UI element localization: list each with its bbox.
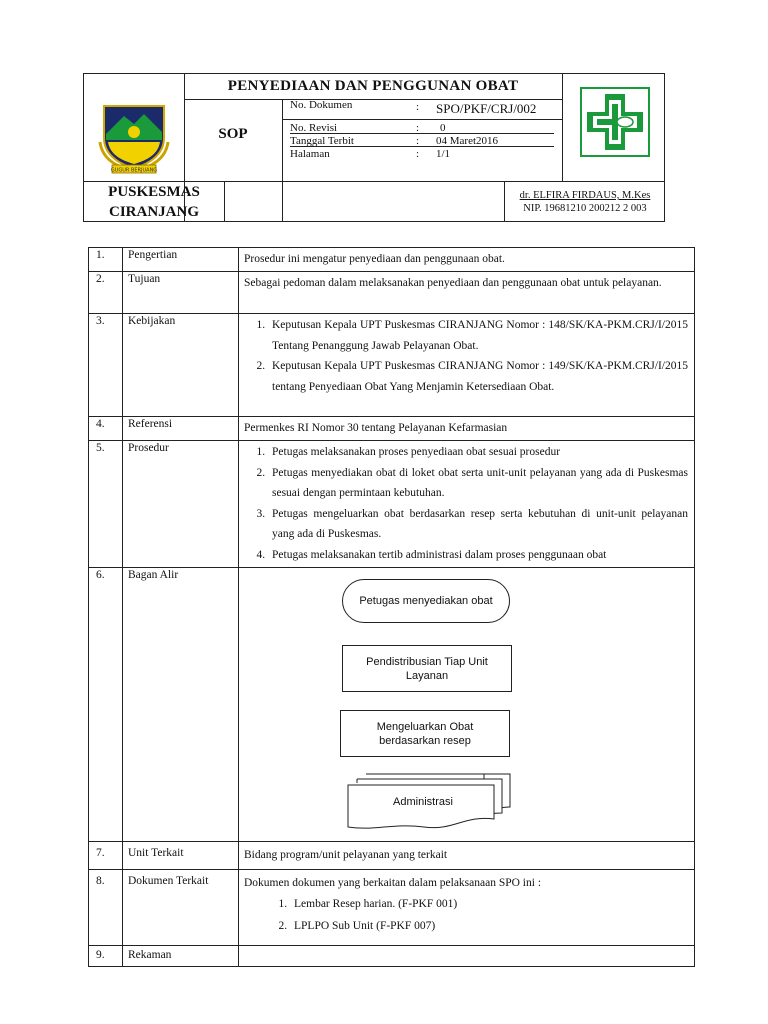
row-label: Tujuan	[123, 272, 239, 314]
field-sep: :	[416, 122, 420, 134]
table-row	[89, 417, 695, 441]
related-docs-intro: Dokumen dokumen yang berkaitan dalam pelaksanaan SPO ini :	[244, 877, 542, 889]
field-label-tanggal-terbit: Tanggal Terbit	[290, 135, 354, 147]
list-item: 1. Keputusan Kepala UPT Puskesmas CIRANJANG Nomor : 148/SK/KA-PKM.CRJ/I/2015 Tentang Penanggung Jawab Pelayanan Obat.	[268, 315, 688, 356]
table-row	[89, 842, 695, 870]
row-label: Pengertian	[123, 248, 239, 272]
procedure-list	[244, 442, 688, 565]
row-content	[239, 870, 695, 946]
puskesmas-name	[84, 182, 224, 222]
row-number: 5.	[89, 441, 123, 568]
list-item: 3. Petugas mengeluarkan obat berdasarkan resep serta kebutuhan di unit-unit pelayanan yang ada di Puskesmas.	[268, 504, 688, 545]
field-sep: :	[416, 135, 420, 147]
regional-emblem-icon	[94, 102, 174, 174]
flow-step-label: Mengeluarkan Obat berdasarkan resep	[376, 720, 474, 747]
field-value-no-dokumen: SPO/PKF/CRJ/002	[436, 101, 537, 116]
related-docs-list	[244, 893, 688, 937]
row-number: 1.	[89, 248, 123, 272]
row-label: Rekaman	[123, 946, 239, 967]
field-label-no-revisi: No. Revisi	[290, 122, 338, 134]
row-number: 2.	[89, 272, 123, 314]
document-header	[83, 73, 665, 222]
table-row	[89, 272, 695, 314]
document-title: PENYEDIAAN DAN PENGGUNAN OBAT	[227, 78, 519, 94]
list-item: 2. LPLPO Sub Unit (F-PKF 007)	[290, 915, 688, 937]
field-value-no-revisi: 0	[440, 122, 446, 134]
table-row	[89, 568, 695, 842]
field-label-halaman: Halaman	[290, 148, 330, 160]
row-number: 7.	[89, 842, 123, 870]
list-item: 4. Petugas melaksanakan tertib administrasi dalam proses penggunaan obat	[268, 545, 688, 566]
row-label: Referensi	[123, 417, 239, 441]
row-content: Permenkes RI Nomor 30 tentang Pelayanan Kefarmasian	[239, 417, 695, 441]
flow-step-label: Pendistribusian Tiap Unit Layanan	[366, 655, 488, 682]
signer-name: dr. ELFIRA FIRDAUS, M.Kes	[519, 190, 651, 201]
list-item: 1. Petugas melaksanakan proses penyediaan obat sesuai prosedur	[268, 442, 688, 463]
row-content	[239, 946, 695, 967]
row-label: Unit Terkait	[123, 842, 239, 870]
row-content: Prosedur ini mengatur penyediaan dan penggunaan obat.	[239, 248, 695, 272]
signer-nip: NIP. 19681210 200212 2 003	[523, 203, 647, 214]
flow-step-start	[342, 579, 510, 623]
row-number: 6.	[89, 568, 123, 842]
puskesmas-name-line1: PUSKESMAS	[108, 184, 200, 200]
row-content: Sebagai pedoman dalam melaksanakan penyediaan dan penggunaan obat untuk pelayanan.	[239, 272, 695, 314]
flow-step-label: Petugas menyediakan obat	[359, 595, 493, 607]
flow-step-distribution	[342, 645, 512, 692]
flow-step-administration: Administrasi	[393, 796, 453, 808]
row-content: Bidang program/unit pelayanan yang terkait	[239, 842, 695, 870]
flow-step-dispense	[340, 710, 510, 757]
row-number: 3.	[89, 314, 123, 417]
table-row	[89, 441, 695, 568]
list-item: 2. Keputusan Kepala UPT Puskesmas CIRANJANG Nomor : 149/SK/KA-PKM.CRJ/I/2015 tentang Penyediaan Obat Yang Menjamin Ketersediaan Obat.	[268, 356, 688, 397]
row-content	[239, 314, 695, 417]
field-sep: :	[416, 148, 420, 160]
list-item: 2. Petugas menyediakan obat di loket obat serta unit-unit pelayanan yang ada di Puskesmas sesuai dengan permintaan kebutuhan.	[268, 463, 688, 504]
row-number: 4.	[89, 417, 123, 441]
row-label: Bagan Alir	[123, 568, 239, 842]
table-row	[89, 870, 695, 946]
sop-table	[88, 247, 695, 967]
table-row	[89, 946, 695, 967]
table-row	[89, 314, 695, 417]
row-number: 8.	[89, 870, 123, 946]
row-content	[239, 441, 695, 568]
table-row	[89, 248, 695, 272]
puskesmas-name-line2: CIRANJANG	[109, 204, 199, 220]
policy-list	[244, 315, 688, 397]
logo-motto: GUGUR BERJUANG	[110, 167, 158, 174]
row-label: Dokumen Terkait	[123, 870, 239, 946]
field-value-halaman: 1/1	[436, 148, 451, 160]
row-label: Kebijakan	[123, 314, 239, 417]
sop-label: SOP	[218, 126, 248, 142]
field-value-tanggal-terbit: 04 Maret2016	[436, 135, 499, 147]
field-label-no-dokumen: No. Dokumen	[290, 99, 353, 111]
flowchart-cell	[239, 568, 695, 842]
puskesmas-logo-icon	[579, 86, 651, 158]
list-item: 1. Lembar Resep harian. (F-PKF 001)	[290, 893, 688, 915]
field-sep: :	[416, 101, 420, 113]
row-label: Prosedur	[123, 441, 239, 568]
row-number: 9.	[89, 946, 123, 967]
